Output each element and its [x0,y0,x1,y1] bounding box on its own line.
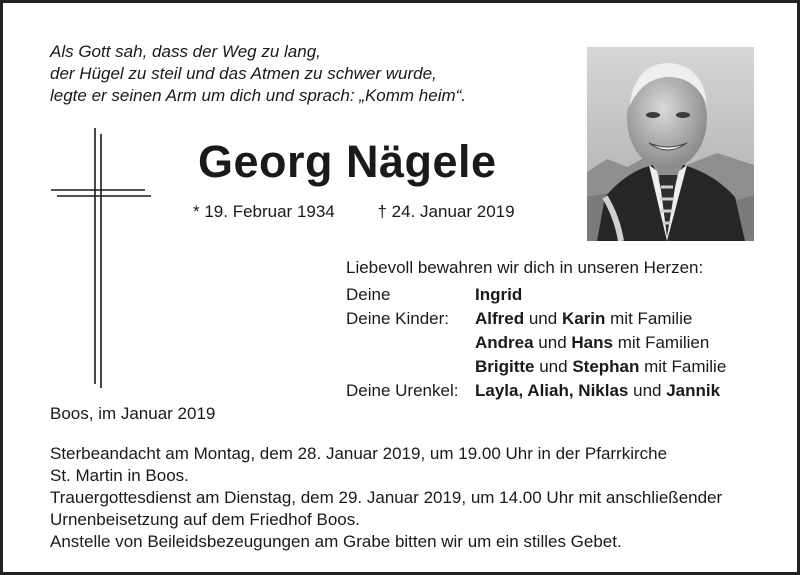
cross-icon [51,128,151,388]
details-line: Anstelle von Beileidsbezeugungen am Grabe bitten wir um ein stilles Gebet. [50,532,622,551]
family-suffix: mit Familien [612,333,710,352]
child-name: Brigitte [475,357,535,376]
child-partner-name: Karin [561,309,606,328]
grandchild-name: Jannik [666,381,721,400]
place-date: Boos, im Januar 2019 [50,404,216,423]
deceased-name: Georg Nägele [198,136,497,187]
grandchildren-names: Layla, Aliah, Niklas [475,381,629,400]
child-entry [475,355,726,379]
conjunction: und [533,333,572,352]
bereaved-list [346,256,726,403]
child-entry [475,307,726,331]
child-entry [475,331,726,355]
portrait-photo-icon [587,47,754,241]
bereaved-wife [346,283,726,307]
family-suffix: mit Familie [605,309,693,328]
wife-name: Ingrid [475,285,523,304]
child-partner-name: Stephan [572,357,640,376]
child-name: Alfred [475,309,525,328]
details-line: Sterbeandacht am Montag, dem 28. Januar 2019, um 19.00 Uhr in der Pfarrkirche [50,444,668,463]
life-dates [193,202,515,222]
bereaved-children [346,307,726,379]
wife-label: Deine [346,285,391,304]
grandchildren-entry [475,379,720,403]
family-suffix: mit Familie [639,357,727,376]
grandchildren-label: Deine Urenkel: [346,381,459,400]
memorial-verse [50,41,466,107]
children-label: Deine Kinder: [346,309,450,328]
bereaved-intro: Liebevoll bewahren wir dich in unseren Herzen: [346,258,704,277]
bereaved-grandchildren [346,379,726,403]
death-date: † 24. Januar 2019 [377,202,515,221]
verse-line: Als Gott sah, dass der Weg zu lang, [50,42,321,61]
conjunction: und [534,357,573,376]
details-line: St. Martin in Boos. [50,466,189,485]
service-details [50,443,722,553]
child-name: Andrea [475,333,534,352]
child-partner-name: Hans [571,333,613,352]
conjunction: und [628,381,667,400]
verse-line: der Hügel zu steil und das Atmen zu schwer wurde, [50,64,437,83]
verse-line: legte er seinen Arm um dich und sprach: „Komm heim“. [50,86,467,105]
details-line: Urnenbeisetzung auf dem Friedhof Boos. [50,510,360,529]
conjunction: und [524,309,562,328]
portrait-photo [587,47,754,241]
details-line: Trauergottesdienst am Dienstag, dem 29. Januar 2019, um 14.00 Uhr mit anschließender [50,488,723,507]
birth-date: * 19. Februar 1934 [193,202,335,221]
